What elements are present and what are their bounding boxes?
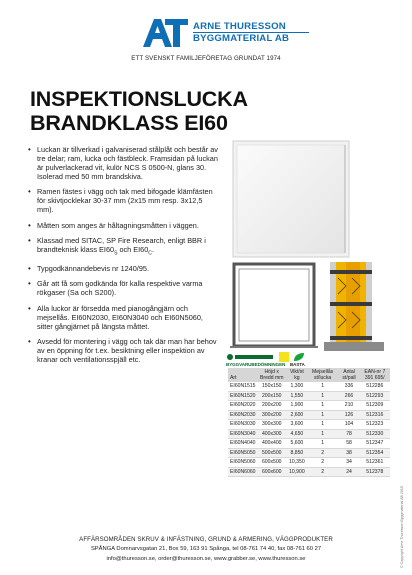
cell-ean: 512316 bbox=[360, 410, 390, 420]
basta-leaf-icon bbox=[293, 352, 305, 362]
classification-sub-c: C bbox=[148, 250, 152, 257]
cell-qty: 58 bbox=[338, 439, 359, 449]
feature-item: • Går att få som godkända för kalla respektive varma rökgaser (Sa och S200). bbox=[28, 280, 220, 298]
feature-item: • Alla luckor är försedda med pianogångjärn och mejsellås. EI60N2030, EI60N3040 och EI60N5060, sitter gångjärnet på längsta måttet. bbox=[28, 305, 220, 332]
classification-suffix: . bbox=[151, 244, 154, 254]
table-row bbox=[228, 458, 390, 468]
company-name-line2: BYGGMATERIAL AB bbox=[193, 33, 290, 44]
cell-art: EI60N5060 bbox=[230, 459, 256, 466]
table-row bbox=[228, 401, 390, 411]
cell-size: 400x300 bbox=[257, 429, 287, 439]
byggvarubedomningen-label: BYGGVARUBEDÖMNINGEN bbox=[226, 362, 286, 367]
cell-weight: 5,600 bbox=[287, 439, 307, 449]
col-header-weight: Vikt/st kg bbox=[287, 368, 307, 382]
company-logo bbox=[141, 18, 311, 52]
cell-size: 400x400 bbox=[257, 439, 287, 449]
hatch-closed-image bbox=[232, 140, 350, 258]
feature-item: • Typgodkännandebevis nr 1240/95. bbox=[28, 265, 220, 274]
cell-size: 600x500 bbox=[257, 458, 287, 468]
cell-qty: 38 bbox=[338, 448, 359, 458]
cell-locks: 1 bbox=[307, 410, 339, 420]
cell-weight: 1,550 bbox=[287, 391, 307, 401]
product-title: INSPEKTIONSLUCKA bbox=[30, 87, 248, 111]
product-subtitle: BRANDKLASS EI60 bbox=[30, 111, 228, 135]
cell-size: 200x150 bbox=[257, 391, 287, 401]
footer-business-areas: AFFÄRSOMRÅDEN SKRUV & INFÄSTNING, GRUND & ARMERING, VÄGGPRODUKTER bbox=[79, 536, 333, 543]
footer-address: SPÅNGA Domnarvsgatan 21, Box 59, 163 91 Spånga, tel 08-761 74 40, fax 08-761 60 27 bbox=[90, 546, 322, 552]
cell-weight: 1,300 bbox=[287, 382, 307, 391]
feature-item: • Ramen fästes i vägg och tak med bifogade klämfästen för skivtjocklekar 30-37 mm (2x15 mm resp. 3x12,5 mm). bbox=[28, 188, 220, 215]
cell-art: EI60N5050 bbox=[230, 449, 256, 456]
cell-qty: 210 bbox=[338, 401, 359, 411]
table-row bbox=[228, 420, 390, 430]
cell-ean: 512361 bbox=[360, 458, 390, 468]
table-header-row bbox=[228, 368, 390, 382]
cell-art: EI60N6060 bbox=[230, 468, 256, 475]
cell-weight: 3,600 bbox=[287, 420, 307, 430]
table-row bbox=[228, 467, 390, 477]
cell-ean: 512378 bbox=[360, 467, 390, 477]
cell-ean: 512286 bbox=[360, 382, 390, 391]
cell-locks: 1 bbox=[307, 420, 339, 430]
cell-ean: 512347 bbox=[360, 439, 390, 449]
cell-qty: 104 bbox=[338, 420, 359, 430]
cell-ean: 512323 bbox=[360, 420, 390, 430]
copyright-text: © Copyright Arne Thuresson Byggmaterial AB 2015 bbox=[400, 486, 404, 568]
cell-weight: 4,650 bbox=[287, 429, 307, 439]
cell-size: 300x300 bbox=[257, 420, 287, 430]
classification-text: Klassad med SITAC, SP Fire Research, enligt BBR i brandteknisk klass EI60 bbox=[37, 236, 206, 254]
table-row bbox=[228, 448, 390, 458]
cell-locks: 1 bbox=[307, 401, 339, 411]
logo-divider bbox=[193, 32, 309, 33]
cell-locks: 2 bbox=[307, 467, 339, 477]
cell-art: EI60N1515 bbox=[230, 383, 256, 390]
feature-item: • Måtten som anges är håltagningsmåtten i väggen. bbox=[28, 222, 220, 231]
cell-ean: 512293 bbox=[360, 391, 390, 401]
cell-weight: 10,350 bbox=[287, 458, 307, 468]
cell-weight: 2,600 bbox=[287, 410, 307, 420]
feature-item: • Luckan är tillverkad i galvaniserad stålplåt och består av tre delar; ram, lucka och fästbleck. Framsidan på luckan är pulverlackerad vit, kulör NCS S 0500-N, glans 30. Isolerad med 50 mm brandskiva. bbox=[28, 146, 220, 182]
col-header-ean: EAN-nr 7 391 695/ bbox=[360, 368, 390, 382]
cell-weight: 1,900 bbox=[287, 401, 307, 411]
cell-qty: 126 bbox=[338, 410, 359, 420]
cell-weight: 8,850 bbox=[287, 448, 307, 458]
cell-locks: 1 bbox=[307, 391, 339, 401]
rating-square-icon bbox=[279, 352, 289, 362]
cell-ean: 512309 bbox=[360, 401, 390, 411]
feature-list bbox=[28, 146, 220, 371]
cell-art: EI60N3030 bbox=[230, 421, 256, 428]
cell-locks: 1 bbox=[307, 439, 339, 449]
cell-ean: 512330 bbox=[360, 429, 390, 439]
cell-art: EI60N4040 bbox=[230, 440, 256, 447]
cell-art: EI60N3040 bbox=[230, 430, 256, 437]
table-row bbox=[228, 382, 390, 391]
cell-locks: 2 bbox=[307, 458, 339, 468]
cell-qty: 24 bbox=[338, 467, 359, 477]
cell-locks: 2 bbox=[307, 448, 339, 458]
spec-table bbox=[228, 368, 390, 477]
cell-size: 300x200 bbox=[257, 410, 287, 420]
cell-art: EI60N2030 bbox=[230, 411, 256, 418]
table-row bbox=[228, 410, 390, 420]
cell-qty: 34 bbox=[338, 458, 359, 468]
cell-locks: 1 bbox=[307, 429, 339, 439]
footer-contact: info@thuresson.se, order@thuresson.se, www.grabber.se, www.thuresson.se bbox=[106, 556, 306, 562]
basta-label: BASTA bbox=[290, 362, 305, 367]
classification-middle: och EI60 bbox=[117, 244, 149, 254]
cell-size: 150x150 bbox=[257, 382, 287, 391]
cell-size: 200x200 bbox=[257, 401, 287, 411]
cell-size: 500x500 bbox=[257, 448, 287, 458]
col-header-size: Höjd x Bredd mm bbox=[257, 368, 287, 382]
feature-item-classification bbox=[28, 237, 220, 258]
company-name-line1: ARNE THURESSON bbox=[193, 21, 286, 32]
hatch-frame-image bbox=[230, 260, 318, 350]
table-row bbox=[228, 391, 390, 401]
cell-qty: 78 bbox=[338, 429, 359, 439]
col-header-qty: Antal st/pall bbox=[338, 368, 359, 382]
cell-size: 600x600 bbox=[257, 467, 287, 477]
cell-ean: 512354 bbox=[360, 448, 390, 458]
classification-sub-s: S bbox=[114, 250, 118, 257]
cell-weight: 10,900 bbox=[287, 467, 307, 477]
cell-art: EI60N2020 bbox=[230, 402, 256, 409]
table-row bbox=[228, 429, 390, 439]
feature-item: • Avsedd för montering i vägg och tak där man har behov av en öppning för t.ex. besiktning eller inspektion av kranar och ventilationsspjäll etc. bbox=[28, 338, 220, 365]
table-row bbox=[228, 439, 390, 449]
company-tagline: ETT SVENSKT FAMILJEFÖRETAG GRUNDAT 1974 bbox=[131, 55, 281, 62]
cell-locks: 1 bbox=[307, 382, 339, 391]
wall-section-image bbox=[324, 262, 384, 351]
cell-qty: 336 bbox=[338, 382, 359, 391]
col-header-art: Art bbox=[228, 368, 257, 382]
cell-qty: 266 bbox=[338, 391, 359, 401]
cell-art: EI60N1520 bbox=[230, 392, 256, 399]
company-logo-mark bbox=[141, 18, 189, 48]
col-header-locks: Mejsellås st/lucka bbox=[307, 368, 339, 382]
